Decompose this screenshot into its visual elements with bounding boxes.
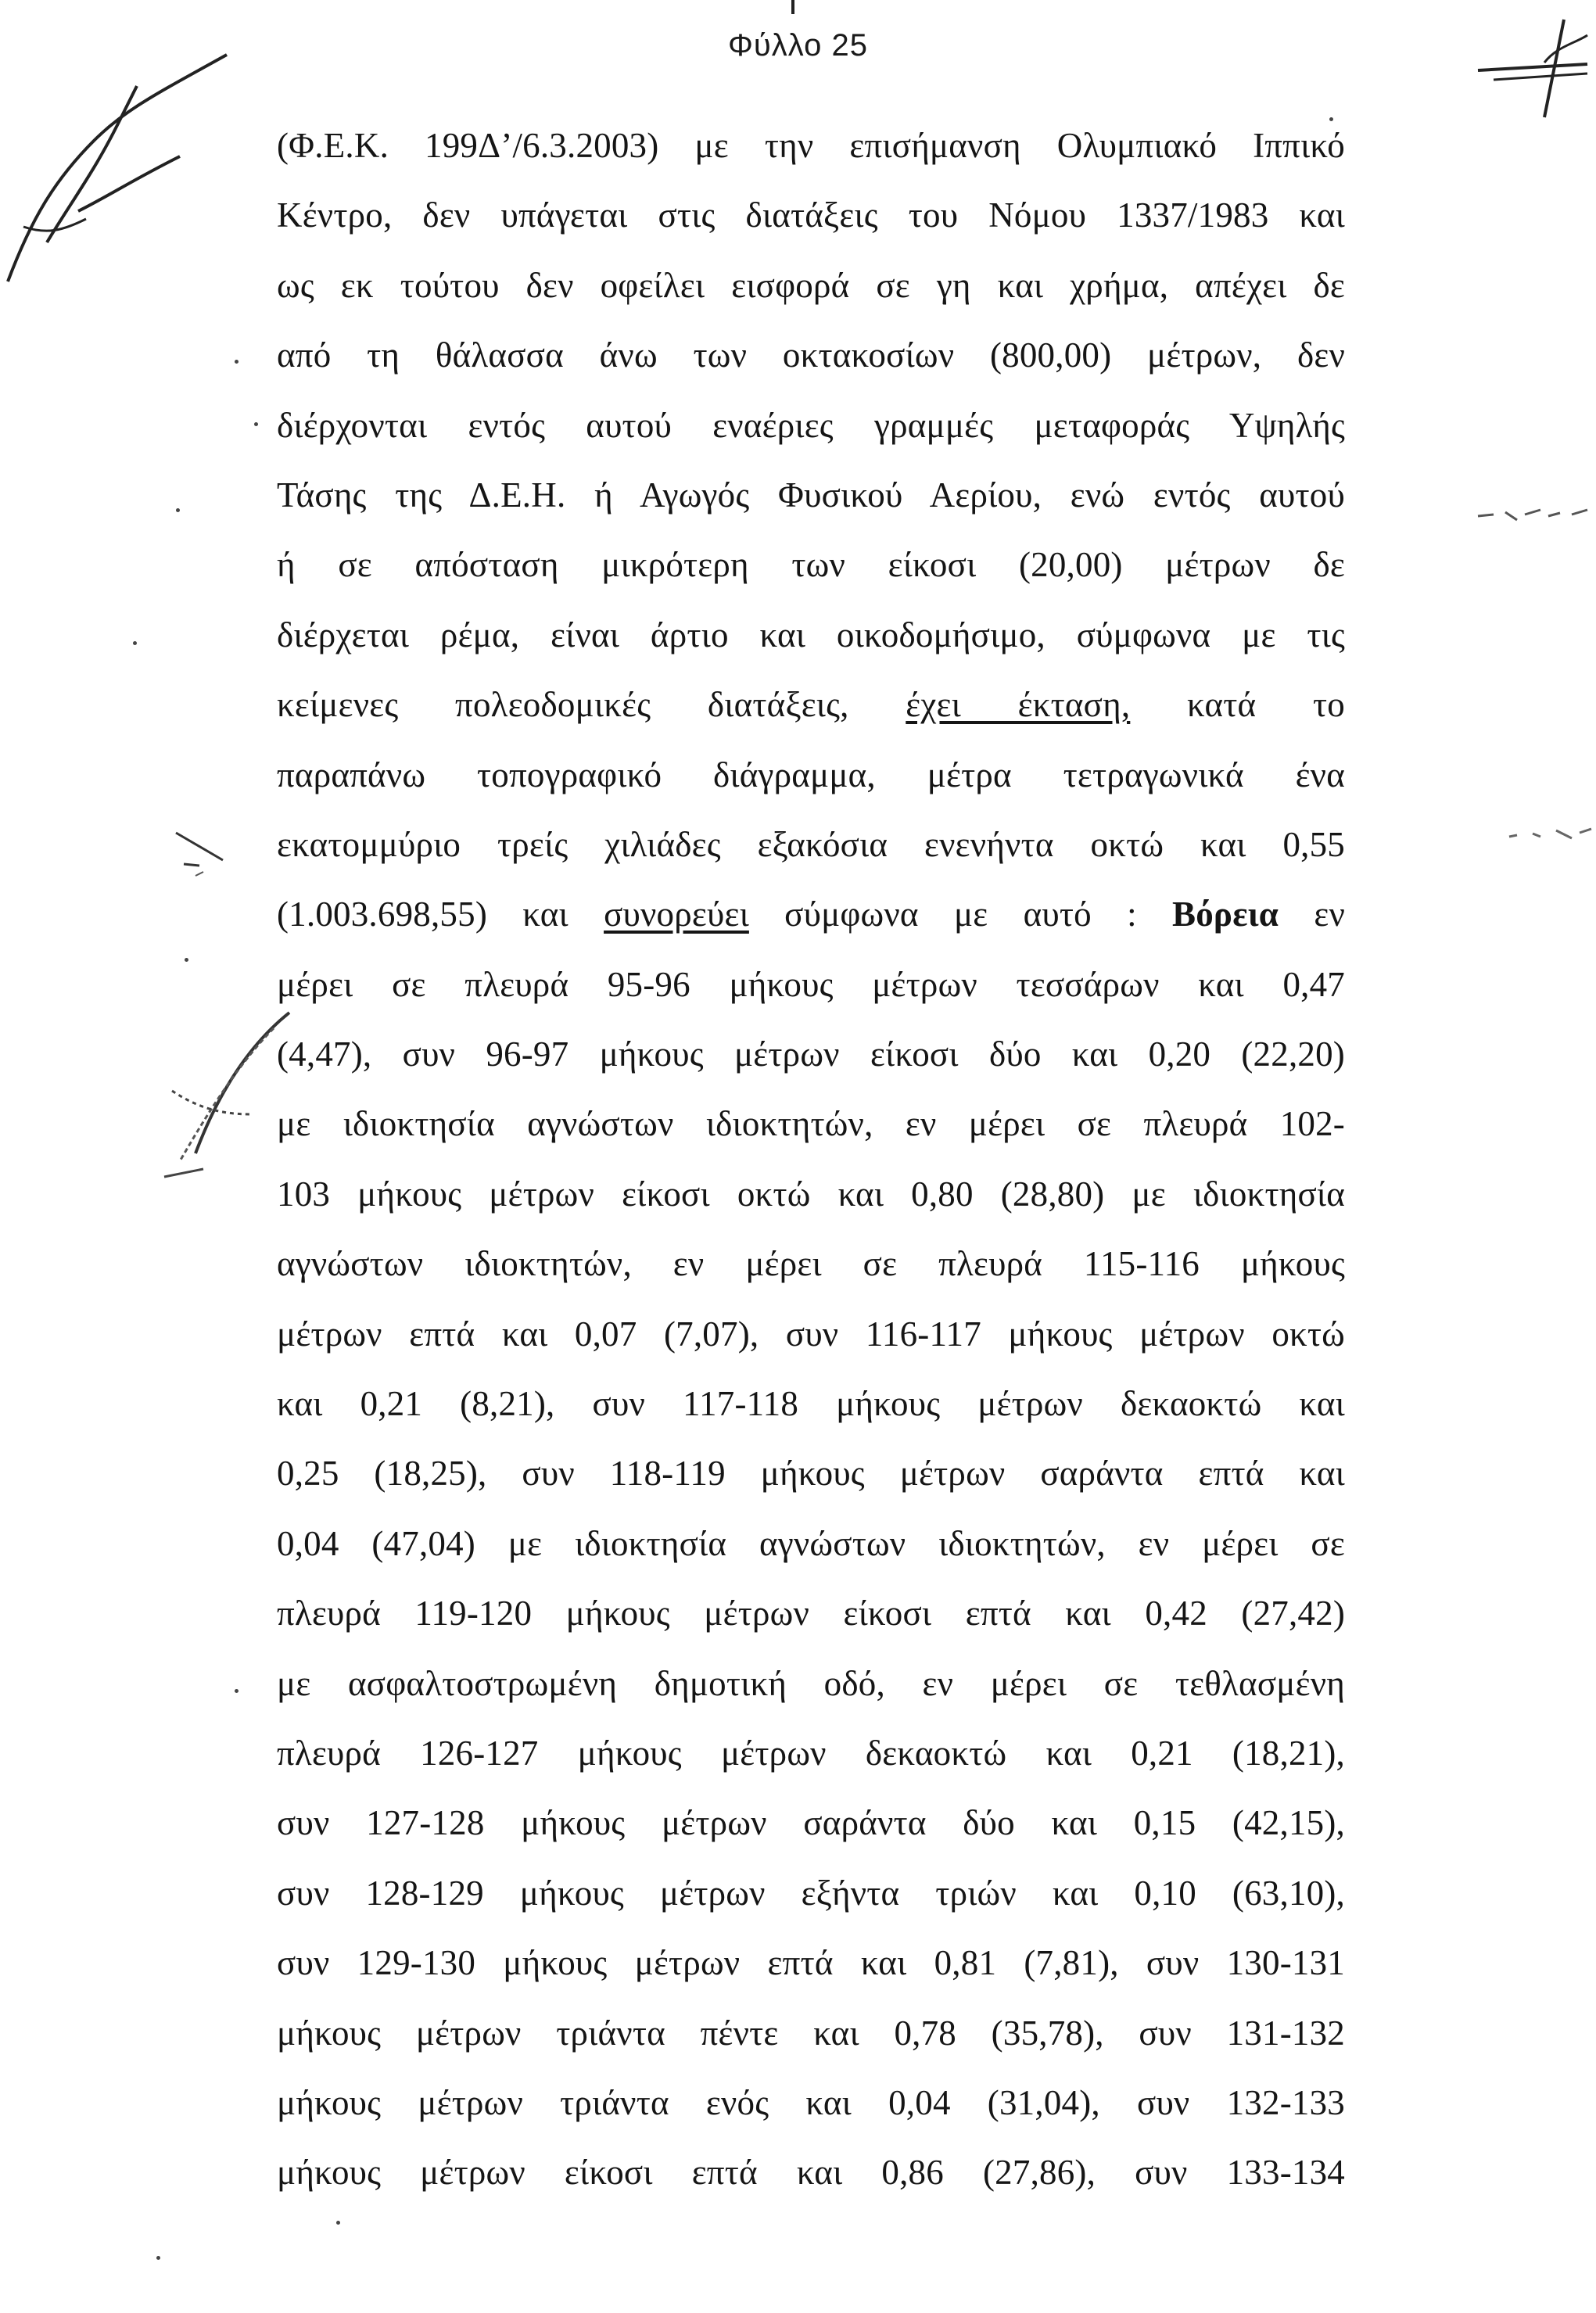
text-line: συν 129-130 μήκους μέτρων επτά και 0,81 (7,81), συν 130-131 [277, 1943, 1345, 1983]
sheet-number-header: Φύλλο 25 [727, 28, 869, 63]
text-line: διέρχονται εντός αυτού εναέριες γραμμές μεταφοράς Υψηλής [277, 405, 1345, 445]
underlined-phrase: συνορεύει [604, 895, 749, 934]
text-line: εκατομμύριο τρείς χιλιάδες εξακόσια ενενήντα οκτώ και 0,55 [277, 824, 1345, 864]
text-line: Τάσης της Δ.Ε.Η. ή Αγωγός Φυσικού Αερίου, ενώ εντός αυτού [277, 475, 1345, 515]
text-line: συν 128-129 μήκους μέτρων εξήντα τριών και 0,10 (63,10), [277, 1873, 1345, 1913]
text-line: μήκους μέτρων τριάντα ενός και 0,04 (31,04), συν 132-133 [277, 2082, 1345, 2122]
speck [1329, 117, 1333, 121]
speck [235, 1689, 239, 1693]
text-line: και 0,21 (8,21), συν 117-118 μήκους μέτρων δεκαοκτώ και [277, 1384, 1345, 1424]
text-line: Κέντρο, δεν υπάγεται στις διατάξεις του Νόμου 1337/1983 και [277, 195, 1345, 235]
text-line: μήκους μέτρων τριάντα πέντε και 0,78 (35,78), συν 131-132 [277, 2013, 1345, 2053]
speck [235, 360, 239, 364]
text-line: παραπάνω τοπογραφικό διάγραμμα, μέτρα τετραγωνικά ένα [277, 755, 1345, 794]
speck [176, 508, 180, 512]
text-line: με ιδιοκτησία αγνώστων ιδιοκτητών, εν μέρει σε πλευρά 102- [277, 1104, 1345, 1144]
text-line: ως εκ τούτου δεν οφείλει εισφορά σε γη και χρήμα, απέχει δε [277, 265, 1345, 305]
speck [254, 422, 258, 426]
text-line: (1.003.698,55) και συνορεύει σύμφωνα με αυτό : Βόρεια εν [277, 895, 1345, 934]
text-line: 0,04 (47,04) με ιδιοκτησία αγνώστων ιδιοκτητών, εν μέρει σε [277, 1523, 1345, 1563]
text-line: μήκους μέτρων είκοσι επτά και 0,86 (27,86), συν 133-134 [277, 2153, 1345, 2193]
text-line: αγνώστων ιδιοκτητών, εν μέρει σε πλευρά 115-116 μήκους [277, 1244, 1345, 1284]
header-tick-mark [791, 0, 794, 14]
text-line: από τη θάλασσα άνω των οκτακοσίων (800,00) μέτρων, δεν [277, 335, 1345, 375]
bold-direction: Βόρεια [1172, 895, 1279, 934]
text-line: 0,25 (18,25), συν 118-119 μήκους μέτρων σαράντα επτά και [277, 1454, 1345, 1494]
right-margin-specks [1462, 493, 1596, 852]
document-body [277, 122, 1345, 2219]
text-line: συν 127-128 μήκους μέτρων σαράντα δύο και 0,15 (42,15), [277, 1803, 1345, 1843]
speck [336, 2221, 340, 2225]
text-line: διέρχεται ρέμα, είναι άρτιο και οικοδομήσιμο, σύμφωνα με τις [277, 615, 1345, 654]
text-line: 103 μήκους μέτρων είκοσι οκτώ και 0,80 (28,80) με ιδιοκτησία [277, 1174, 1345, 1214]
text-line: με ασφαλτοστρωμένη δημοτική οδό, εν μέρει σε τεθλασμένη [277, 1663, 1345, 1703]
text-line: μέτρων επτά και 0,07 (7,07), συν 116-117 μήκους μέτρων οκτώ [277, 1314, 1345, 1354]
speck [185, 958, 188, 962]
text-line: κείμενες πολεοδομικές διατάξεις, έχει έκταση, κατά το [277, 685, 1346, 725]
text-line: ή σε απόσταση μικρότερη των είκοσι (20,00) μέτρων δε [277, 545, 1345, 585]
text-line: πλευρά 126-127 μήκους μέτρων δεκαοκτώ και 0,21 (18,21), [277, 1733, 1345, 1773]
speck [133, 641, 137, 645]
handwritten-signature-left [0, 47, 250, 297]
underlined-phrase: έχει έκταση, [906, 685, 1131, 725]
text-line: μέρει σε πλευρά 95-96 μήκους μέτρων τεσσάρων και 0,47 [277, 964, 1345, 1004]
margin-arrow-mark [168, 817, 231, 888]
text-line: (Φ.Ε.Κ. 199Δ’/6.3.2003) με την επισήμανση Ολυμπιακό Ιππικό [277, 126, 1345, 165]
speck [156, 2256, 160, 2260]
text-line: (4,47), συν 96-97 μήκους μέτρων είκοσι δύο και 0,20 (22,20) [277, 1035, 1345, 1074]
text-line: πλευρά 119-120 μήκους μέτρων είκοσι επτά και 0,42 (27,42) [277, 1594, 1345, 1633]
